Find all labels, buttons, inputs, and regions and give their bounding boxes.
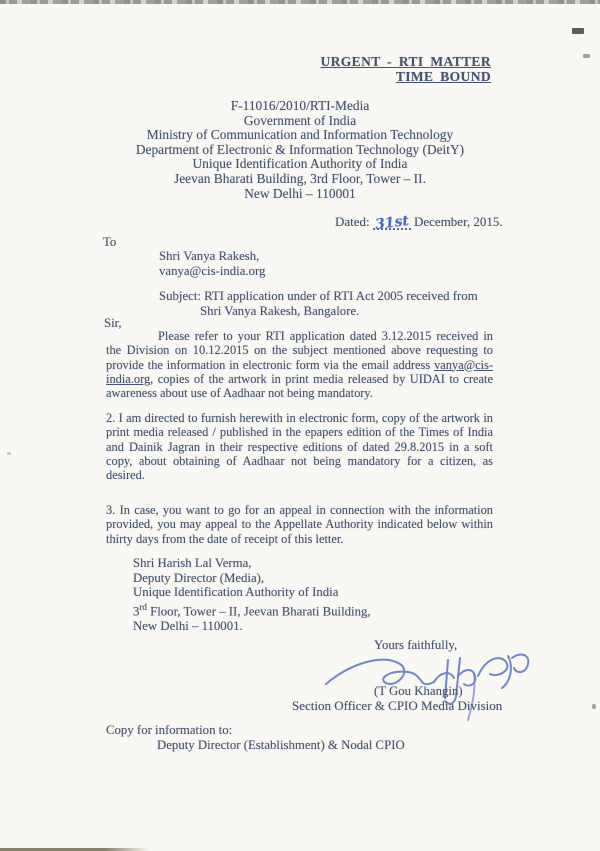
- paragraph-1-text: Please refer to your RTI application dated 3.12.2015 received in the Division on 10.12.2015 on the subject mentioned above requesting to provide the information in electronic form via the email address: [106, 329, 493, 372]
- ordinal-superscript: rd: [139, 601, 147, 612]
- scan-speck: [7, 452, 11, 455]
- paragraph-3: 3. In case, you want to go for an appeal in connection with the information provided, you may appeal to the Appellate Authority indicated below within thirty days from the date of receipt of this letter.: [106, 503, 493, 546]
- salutation: Sir,: [104, 316, 122, 330]
- letterhead-line: Department of Electronic & Information Technology (DeitY): [135, 141, 465, 157]
- signer-name: (T Gou Khangin): [374, 684, 463, 698]
- letterhead-line: Jeevan Bharati Building, 3rd Floor, Tower – II.: [174, 170, 426, 186]
- appellate-address: 3rd Floor, Tower – II, Jeevan Bharati Building,: [133, 601, 371, 619]
- signer-designation: Section Officer & CPIO Media Division: [292, 698, 503, 713]
- appellate-org: Unique Identification Authority of India: [133, 585, 339, 600]
- recipient-email: vanya@cis-india.org: [159, 263, 266, 278]
- scan-speck: [572, 28, 584, 34]
- recipient-name: Shri Vanya Rakesh,: [159, 249, 260, 263]
- paragraph-1: [106, 329, 493, 400]
- letterhead-line: Unique Identification Authority of India: [192, 156, 408, 172]
- closing: Yours faithfully,: [374, 638, 458, 652]
- appellate-authority-block: [133, 556, 371, 633]
- appellate-city: New Delhi – 110001.: [133, 618, 243, 633]
- handwritten-date: [373, 212, 411, 233]
- handwritten-day: 31st: [374, 212, 410, 233]
- copy-recipient: Deputy Director (Establishment) & Nodal CPIO: [157, 738, 405, 752]
- copy-label: Copy for information to:: [106, 723, 233, 737]
- subject-block: [159, 289, 478, 319]
- paragraph-1-text-end: , copies of the artwork in print media released by UIDAI to create awareness about use of Aadhaar not being mandatory.: [106, 371, 493, 400]
- date-prefix: Dated:: [335, 214, 370, 229]
- appellate-designation: Deputy Director (Media),: [133, 570, 265, 585]
- date-line: [335, 212, 503, 233]
- file-number: F-11016/2010/RTI-Media: [230, 98, 370, 113]
- recipient-block: [159, 249, 265, 278]
- letterhead-line: Ministry of Communication and Information Technology: [146, 127, 454, 143]
- scan-edge-artifact-top: [0, 0, 600, 4]
- urgent-line: URGENT - RTI MATTER: [320, 54, 491, 69]
- scan-speck: [592, 704, 596, 709]
- email-underlined: vanya@cis-india.org: [106, 357, 493, 386]
- time-bound-line: TIME BOUND: [395, 69, 491, 84]
- letterhead-line: Government of India: [243, 112, 357, 128]
- subject-line-2: Shri Vanya Rakesh, Bangalore.: [200, 303, 360, 318]
- urgency-stamp: [320, 54, 491, 84]
- scan-speck: [583, 54, 590, 58]
- letterhead-line: New Delhi – 110001: [244, 185, 356, 201]
- appellate-name: Shri Harish Lal Verma,: [133, 556, 252, 570]
- date-suffix: December, 2015.: [414, 214, 503, 229]
- paragraph-2: 2. I am directed to furnish herewith in electronic form, copy of the artwork in print media released / published in the epapers edition of the Times of India and Dainik Jagran in their respective editions of dated 29.8.2015 in a soft copy, about obtaining of Aadhaar not being mandatory for a citizen, as desired.: [106, 411, 493, 482]
- letterhead: [0, 99, 600, 201]
- subject-line-1: Subject: RTI application under of RTI Act 2005 received from: [159, 289, 478, 303]
- to-label: To: [103, 235, 117, 249]
